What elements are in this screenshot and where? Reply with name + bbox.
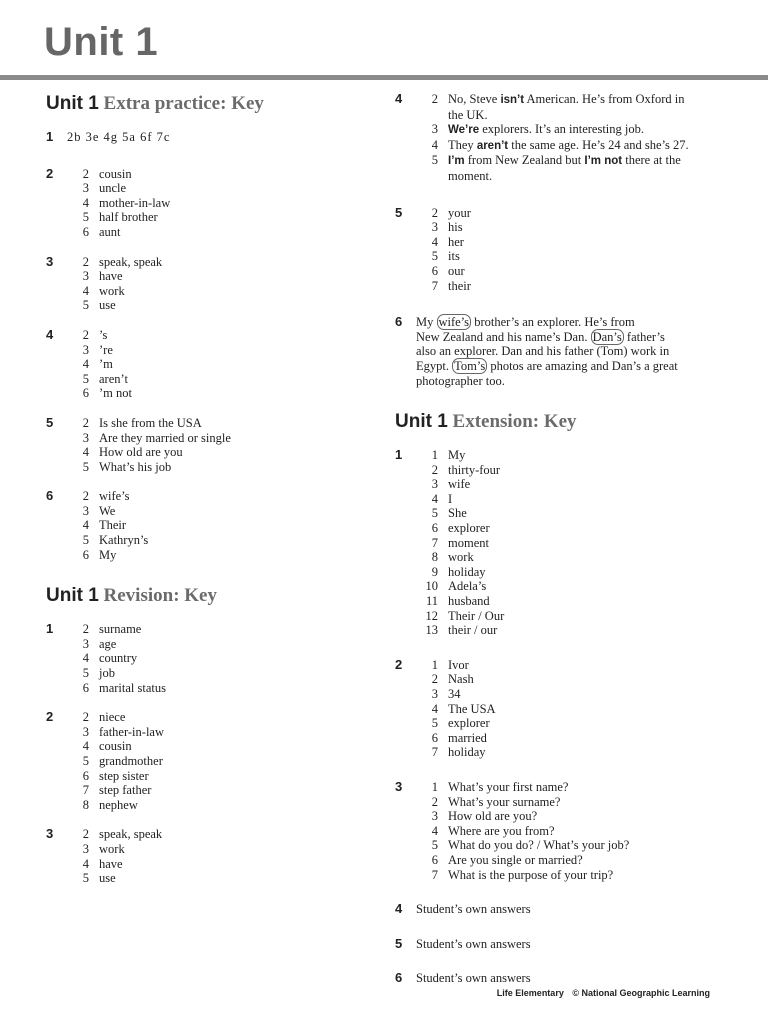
exercise-number: 2 [46,709,54,725]
answer-line: 2 What’s your surname? [431,794,561,809]
exercise-number: 3 [395,778,403,794]
answer-line: 1 Ivor [431,657,469,672]
extra-ex2 [46,167,376,240]
extra-ex6 [46,489,376,562]
answer-line: 4 work [82,283,125,298]
answer-line: 1 My [431,448,466,463]
extra-ex1 [46,130,376,145]
answer-line: 12 Their / Our [425,608,505,623]
extension-ex2 [395,658,725,760]
answer-line: 2 thirty-four [431,462,501,477]
exercise-number: 1 [46,621,54,637]
answer-line: 3 work [82,841,125,856]
exercise-number: 6 [395,970,403,986]
answer-line: 9 holiday [431,564,486,579]
answer-line: 2 niece [82,710,126,725]
answer-line: 8 work [431,550,474,565]
answer-line: 3 34 [431,687,461,701]
answer-line: 6 ’m not [82,386,132,401]
revision-ex1 [46,622,376,695]
answer-line: 7 What is the purpose of your trip? [431,867,614,882]
answer-line: 2 surname [82,622,142,637]
answer-line: 6 our [431,263,465,278]
revision-ex4 [395,92,725,184]
revision-ex5 [395,206,725,294]
answer-line: 3 Are they married or single [82,430,231,445]
answer-line: 3 We’re explorers. It’s an interesting job. [431,122,645,137]
answer-line: 13 their / our [425,623,498,638]
answer-line: 2 No, Steve isn’t American. He’s from Oxford in the UK. [431,92,685,122]
revision-ex2 [46,710,376,812]
answer-line: 4 The USA [431,701,496,716]
extension-title: Extension: Key [452,411,577,433]
answer-line: 3 wife [431,477,471,492]
answer-line: 4 cousin [82,739,132,754]
answer-line: 5 half brother [82,210,158,225]
extra-ex5 [46,416,376,474]
extension-ex4: 4 Student’s own answers [395,901,531,917]
answer-line: 4 country [82,651,138,666]
extension-ex1 [395,448,725,638]
answer-line: 6 married [431,730,487,745]
answer-line: 2 wife’s [82,489,130,504]
revision-ex3 [46,827,376,885]
exercise-number: 3 [46,253,54,269]
exercise-number: 1 [395,447,403,463]
page-title: Unit 1 [44,20,159,64]
answer-line: 2 speak, speak [82,254,163,269]
revision-ex6-paragraph: My wife’s brother’s an explorer. He’s from New Zealand and his name’s Dan. Dan’s father’s also an explorer. Dan and his father (Tom) work in Egypt. Tom’s photos are amazing and Dan’s a great photographer too. [416,315,678,388]
left-column [46,92,376,901]
answer-line: 5 I’m from New Zealand but I’m not there at the moment. [431,153,681,183]
answer-line: 3 ’re [82,342,113,357]
exercise-number: 4 [46,326,54,342]
answer-line: 5 Kathryn’s [82,533,149,548]
answer-line: 2 Is she from the USA [82,415,202,430]
answer-line: 7 step father [82,783,152,798]
answer-line: 6 Are you single or married? [431,852,583,867]
answer-line: 1 What’s your first name? [431,779,569,794]
answer-line: 3 his [431,220,463,235]
exercise-number: 4 [395,91,403,106]
answer-line: 2 your [431,205,471,220]
answer-line: 3 age [82,636,117,651]
answer-line: 6 step sister [82,768,149,783]
extension-ex5: 5 Student’s own answers [395,935,531,951]
answer-line: 2 ’s [82,327,108,342]
exercise-number: 6 [46,488,54,504]
answer-line: 5 aren’t [82,371,128,386]
right-column [395,92,725,1001]
answer-line: 4 Their [82,518,127,533]
answer-line: 8 nephew [82,797,138,812]
circled-word: wife’s [438,315,470,330]
answer-line: 4 her [431,234,464,249]
answer-line: 6 aunt [82,224,121,239]
answer-line: 3 father-in-law [82,724,164,739]
answer-line: 7 holiday [431,745,486,760]
footer-copyright: © National Geographic Learning [572,988,710,998]
answer-line: 3 uncle [82,181,127,196]
answer-line: 11 husband [425,594,490,609]
exercise-number: 2 [395,656,403,672]
answer-line: 4 I [431,491,453,506]
exercise-number: 3 [46,826,54,842]
answer-line: 10 Adela’s [425,579,487,594]
answer-line: 3 How old are you? [431,809,538,824]
answer-line: 6 My [82,547,117,562]
footer-book-title: Life Elementary [496,988,564,998]
answer-line: 4 mother-in-law [82,195,171,210]
extension-ex3 [395,780,725,882]
answer-line: 4 ’m [82,357,113,372]
circled-word: Tom’s [454,358,486,373]
exercise-number: 5 [46,414,54,430]
extra-unit-label: Unit 1 [46,93,99,114]
answer-line: 3 have [82,269,123,284]
answer-line: 6 marital status [82,680,166,695]
answer-line: 5 use [82,871,116,886]
extra-practice-heading [46,92,376,116]
answer-line: 5 explorer [431,716,490,731]
answer-line: 5 grandmother [82,754,163,768]
header-rule [0,75,768,80]
exercise-number: 5 [395,935,403,951]
exercise-number: 4 [395,901,403,917]
extra-ex4 [46,328,376,401]
answer-line: 5 She [431,506,467,521]
answer-line: 7 moment [431,535,489,550]
answer-line: 2 cousin [82,166,132,181]
exercise-number: 2 [46,165,54,181]
answer-line: 4 They aren’t the same age. He’s 24 and she’s 27. [431,137,689,152]
answer-line: 5 job [82,666,115,681]
revision-title: Revision: Key [103,585,217,607]
extra-title: Extra practice: Key [103,93,264,114]
extension-ex6: 6 Student’s own answers [395,970,531,986]
extra-ex1-answers: 2b 3e 4g 5a 6f 7c [67,130,171,144]
circled-word: Dan’s [592,329,622,344]
revision-heading [46,584,376,608]
revision-unit-label: Unit 1 [46,585,99,607]
answer-line: 2 speak, speak [82,827,163,842]
answer-line: 7 their [431,278,471,293]
answer-line: 2 Nash [431,672,474,687]
answer-line: 4 How old are you [82,445,183,460]
page-footer [497,988,710,998]
answer-line: 4 have [82,856,123,871]
exercise-number: 5 [395,204,403,220]
answer-line: 5 its [431,249,460,264]
answer-line: 4 Where are you from? [431,823,555,838]
revision-ex6 [395,315,725,388]
exercise-number: 1 [46,129,54,144]
extension-unit-label: Unit 1 [395,411,448,433]
answer-line: 3 We [82,503,116,518]
exercise-number: 6 [395,314,403,330]
answer-line: 5 use [82,298,116,313]
extra-ex3 [46,255,376,313]
extension-heading [395,410,725,434]
answer-line: 5 What do you do? / What’s your job? [431,838,630,853]
answer-line: 5 What’s his job [82,459,172,474]
answer-line: 6 explorer [431,521,490,536]
